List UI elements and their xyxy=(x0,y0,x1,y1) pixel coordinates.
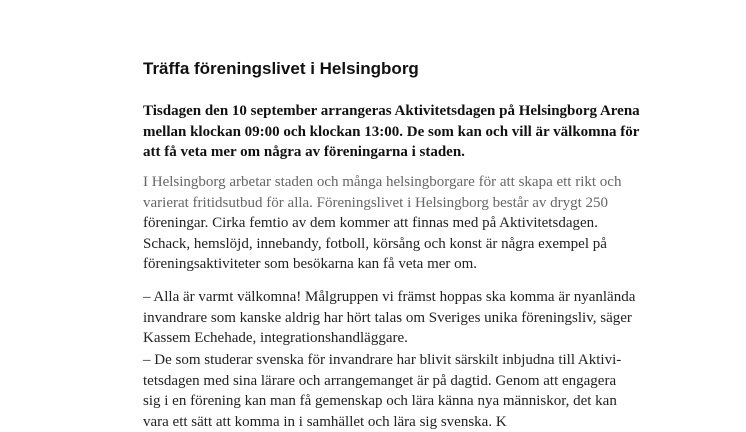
paragraph-line: föreningar. Cirka femtio av dem kommer att finnas med på Aktivitetsdagen. xyxy=(143,213,613,234)
article-lead xyxy=(143,101,613,163)
paragraph-line: – De som studerar svenska för invandrare har blivit särskilt inbjudna till Aktivi- xyxy=(143,350,613,371)
body-paragraph-2 xyxy=(143,287,613,349)
paragraph-line: föreningsaktiviteter som besökarna kan få veta mer om. xyxy=(143,254,613,275)
lead-line: mellan klockan 09:00 och klockan 13:00. De som kan och vill är välkomna för xyxy=(143,122,613,143)
paragraph-line: Kassem Echehade, integrationshandläggare. xyxy=(143,328,613,349)
paragraph-line: I Helsingborg arbetar staden och många helsingborgare för att skapa ett rikt och xyxy=(143,172,613,193)
paragraph-line: vara ett sätt att komma in i samhället och lära sig svenska. K xyxy=(143,412,613,432)
article-title: Träffa föreningslivet i Helsingborg xyxy=(143,58,419,80)
paragraph-line: sig i en förening kan man få gemenskap och lära känna nya människor, det kan xyxy=(143,391,613,412)
lead-line: att få veta mer om några av föreningarna i staden. xyxy=(143,142,613,163)
lead-line: Tisdagen den 10 september arrangeras Aktivitetsdagen på Helsingborg Arena xyxy=(143,101,613,122)
paragraph-line: invandrare som kanske aldrig har hört talas om Sveriges unika föreningsliv, säger xyxy=(143,308,613,329)
paragraph-line: tetsdagen med sina lärare och arrangemanget är på dagtid. Genom att engagera xyxy=(143,371,613,392)
paragraph-line: Schack, hemslöjd, innebandy, fotboll, körsång och konst är några exempel på xyxy=(143,234,613,255)
body-paragraph-3 xyxy=(143,350,613,432)
body-paragraph-1 xyxy=(143,172,613,275)
paragraph-line: varierat fritidsutbud för alla. Föreningslivet i Helsingborg består av drygt 250 xyxy=(143,193,613,214)
paragraph-line: – Alla är varmt välkomna! Målgruppen vi främst hoppas ska komma är nyanlända xyxy=(143,287,613,308)
